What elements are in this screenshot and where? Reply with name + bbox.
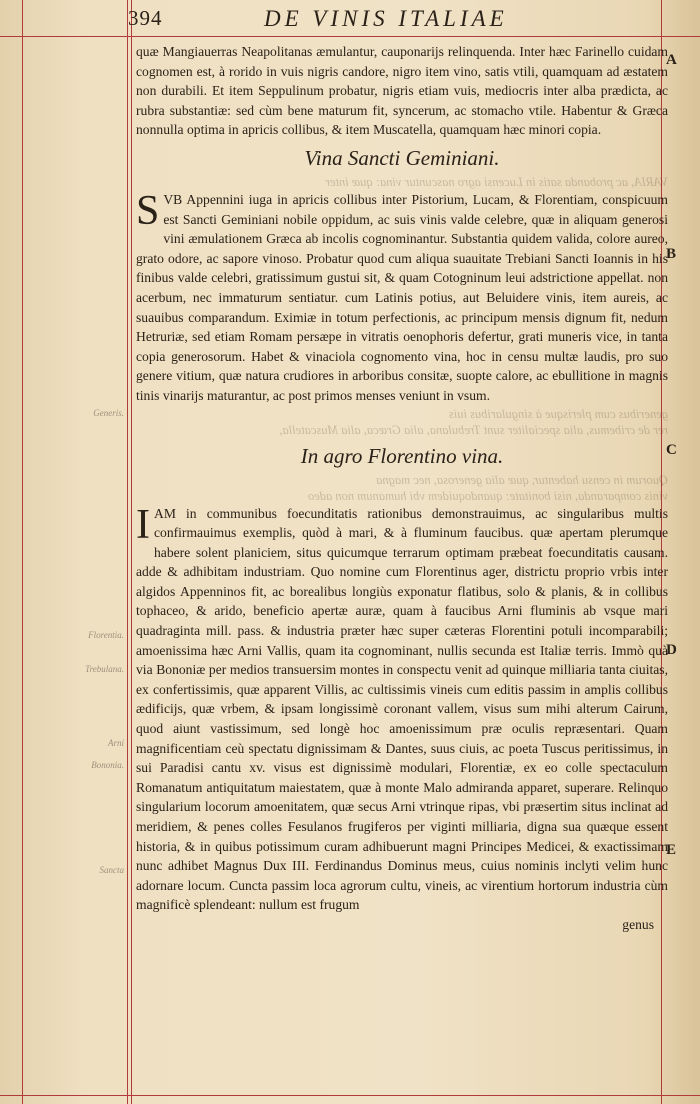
paragraph-text: AM in communibus foecunditatis rationibus demonstrauimus, ac singularibus multis confirmauimus exemplis, quòd à mari, & à fluminum faucibus. quæ apertam plerumque habere solent planiciem, situs quicumque terrarum optimam præbeat foecunditatis causam. adde & adhibitam industriam. Quo nomine cum Florentinus ager, districtu proprio vrbis inter algidos Appenninos fit, ac borealibus longiùs exponatur flatibus, solo & planis, & in collibus tophaceo, & arido, beneficio apertæ auræ, quam à faucibus Arni fluminis ab vsque mari quadraginta mill. pass. & industria præter hæc super cæteras Florentini potuli incomparabili; amoenissima hæc Arni Vallis, quam ita cognominant, nullis secunda est Italiæ terris. Immò quà via Bononiæ per medios transuersim montes in conspectu venit ad quinque milliaria tanta ciuitas, ex confertissimis, quæ apparent Villis, ac cultissimis vineis cum editis passim in amplis collibus ædificijs, quæ vrbem, & ipsam longissimè coronant vallem, visus sum mihi alterum Cairum, quod aiunt vastissimum, sed longè hoc amoenissimum præ oculis repræsentari. Quam magnificentiam ceù spectatu dignissimam & Dantes, suus ciuis, ac poeta Tuscus peritissimus, in sui Paradisi cantu xv. visus est dignissimè modulari, Florentiæ, ex eo colle spectaculum Romanatum antiquitatum maiestatem, quæ à monte Malo admiranda apparet, superare. Relinquo singularium locorum amoenitatem, quæ secus Arni vtrinque ripas, vbi præsertim situs inclinat ad meridiem, & penes colles Fesulanos frugiferos per viginti milliaria, digna sua quæque essent historia, & in quibus potissimum curam adhibuerunt magni Principes Medicei, & exactissimam nunc adhibet Magnus Dux III. Ferdinandus Dominus meus, cuius nominis inclyti velim hunc adornare locum. Cuncta passim loca agrorum cultu, vineis, ac virentium hortorum industria cùm magnificè splendeant: nullum est frugum [136, 505, 668, 913]
margin-note: Trebulana. [85, 664, 124, 674]
margin-letter: C [666, 442, 677, 458]
margin-letter: A [666, 52, 677, 68]
running-title: DE VINIS ITALIAE [264, 6, 508, 31]
margin-note: Arni [107, 738, 124, 748]
margin-letter: B [666, 246, 677, 262]
bleed-through-text: VARIA, ac probanda satis in Lucensi agro nascuntur vina: quæ inter [325, 174, 668, 189]
margin-letter: E [666, 842, 677, 858]
margin-letter: D [666, 642, 677, 658]
section-title-geminiani: Vina Sancti Geminiani. [304, 145, 500, 170]
bleed-through-text: Quorum in censu habentur, quæ alia generosa, nec magna [376, 472, 668, 487]
ruling-line [0, 1095, 700, 1096]
bleed-through-text: rer de cribemus, alia specialiter sunt Trebulana, alia Græca, alia Muscatella, [279, 422, 668, 437]
margin-note: Sancta [99, 865, 124, 875]
paragraph-geminiani [136, 187, 668, 406]
ruling-line [0, 36, 700, 37]
paragraph-text: VB Appennini iuga in apricis collibus inter Pistorium, Lucam, & Florentiam, conspicuum est Sancti Geminiani nobile oppidum, ac suis vinis valde celebre, quæ in aliquam generosi vini æmulationem Græca ab incolis cognominantur. Substantia quidem valida, colore aureo, grato odore, ac sapore vinoso. Probatur quod cum aliqua suauitate Trebiani Sancti Ioannis in his finibus valde celebri, gratissimum gustui sit, & quam Cotogninum leui adstrictione appellat. non acerbum, nec immaturum sentiatur. cum Latinis potius, aut Beluidere vinis, item aureis, ac suauibus comparandum. Eximiæ in totum perfectionis, ac principum mensis dignum fit, nedum Hetruriæ, sed etiam Romam persæpe in vitratis oenophoris defertur, grati muneris vice, in tanta copia generosorum. Habet & vinaciola cognomento vina, hoc in censu multæ laudis, pro suo genere vitium, quæ natura crudiores in arboribus consitæ, suopte calore, ac ebullitione in magnis tinis vinarijs maturantur, ac post primos menses veniunt in vsum. [136, 191, 668, 403]
bleed-through-text: generibus cum plerisque à singularibus iuis [448, 406, 668, 421]
paragraph-florentino [136, 501, 668, 915]
page-header [128, 6, 668, 34]
drop-cap: I [136, 501, 150, 548]
ruling-line [131, 0, 132, 1104]
ruling-line [22, 0, 23, 1104]
section-title-florentino: In agro Florentino vina. [300, 443, 504, 468]
drop-cap: S [136, 187, 160, 234]
bleed-through-text: vinis comparanda, nisi bonitate: quandoquidem vbi humanum non adeo [307, 488, 668, 503]
ruling-line [127, 0, 128, 1104]
margin-note: Bononia. [91, 760, 124, 770]
margin-note: Florentia. [88, 630, 124, 640]
main-text [136, 42, 668, 1092]
page-number: 394 [128, 6, 163, 30]
margin-note: Generis. [93, 408, 124, 418]
catchword: genus [622, 916, 654, 932]
intro-paragraph: quæ Mangiauerras Neapolitanas æmulantur, cauponarijs relinquenda. Inter hæc Farinello cuidam cognomen est, à rorido in vuis nigris candore, nigro item vino, satis vtili, quamquam ad æstatem non durabili. Et item Seppulinum probatur, nigris etiam vuis, mediocris inter alba prædicta, ac rubra substantiæ: sed cùm bene maturum fit, syncerum, ac stomacho vtile. Habentur & Græca nonnulla optima in apricis collibus, & item Muscatella, quamquam hæc minori copia. [136, 44, 668, 138]
